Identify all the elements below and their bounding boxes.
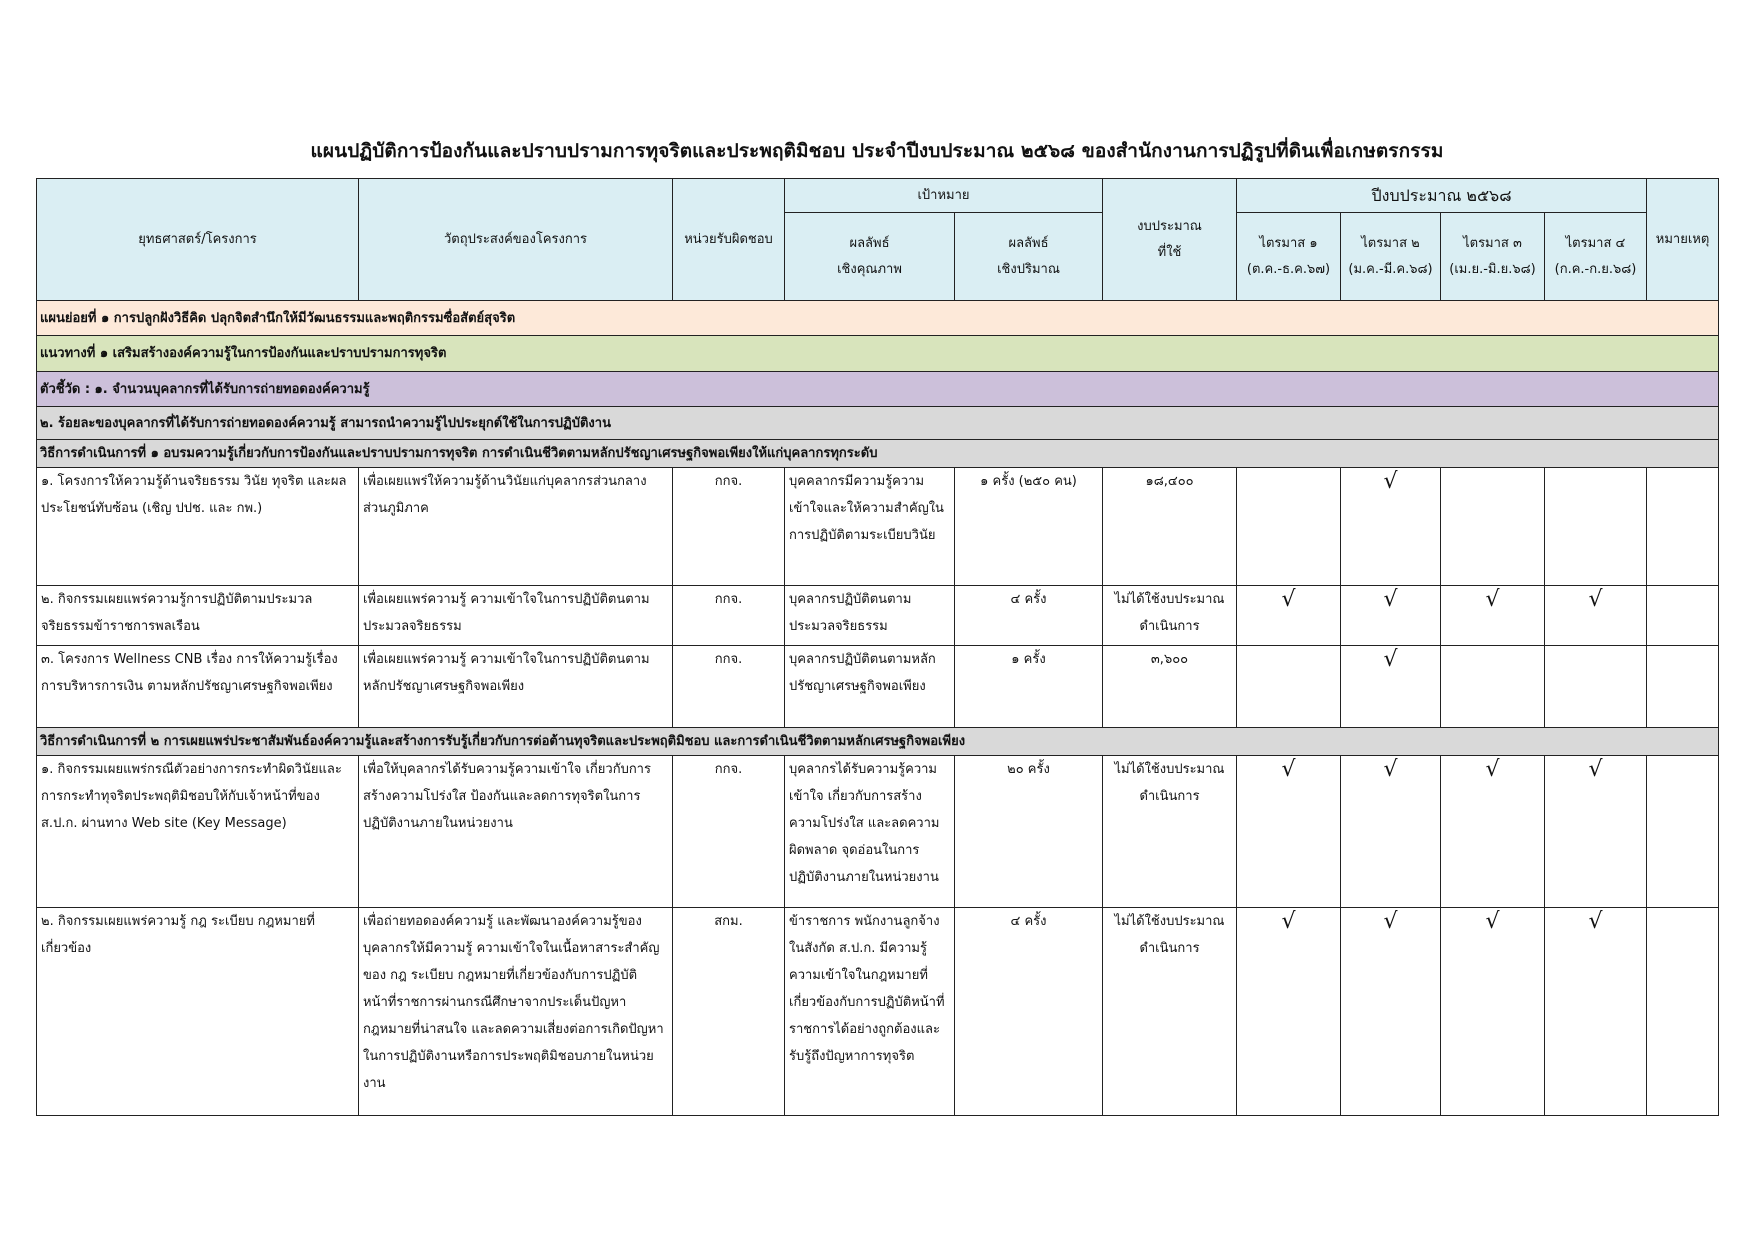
header-budget-line1: งบประมาณ — [1137, 218, 1202, 234]
cell-quantity: ๑ ครั้ง — [955, 646, 1103, 728]
cell-budget: ๓,๖๐๐ — [1103, 646, 1237, 728]
cell-objective: เพื่อถ่ายทอดองค์ความรู้ และพัฒนาองค์ความรู้ของบุคลากรให้มีความรู้ ความเข้าใจในเนื้อหาสาระสำคัญของ กฎ ระเบียบ กฎหมายที่เกี่ยวข้องกับการปฏิบัติหน้าที่ราชการผ่านกรณีศึกษาจากประเด็นปัญหา กฎหมายที่น่าสนใจ และลดความเสี่ยงต่อการเกิดปัญหาในการปฏิบัติงานหรือการประพฤติมิชอบภายในหน่วยงาน — [359, 908, 673, 1116]
header-q2 — [1341, 213, 1441, 301]
cell-q2: √ — [1341, 468, 1441, 586]
header-q4-line1: ไตรมาส ๔ — [1565, 235, 1626, 251]
cell-q2: √ — [1341, 756, 1441, 908]
cell-objective: เพื่อเผยแพร่ให้ความรู้ด้านวินัยแก่บุคลากรส่วนกลางส่วนภูมิภาค — [359, 468, 673, 586]
cell-unit: กกจ. — [673, 586, 785, 646]
cell-q2: √ — [1341, 646, 1441, 728]
cell-quantity: ๔ ครั้ง — [955, 908, 1103, 1116]
header-unit: หน่วยรับผิดชอบ — [673, 179, 785, 301]
cell-q3 — [1441, 646, 1545, 728]
section-guideline-1: แนวทางที่ ๑ เสริมสร้างองค์ความรู้ในการป้องกันและปราบปรามการทุจริต — [37, 336, 1719, 372]
cell-q3: √ — [1441, 586, 1545, 646]
cell-project: ๓. โครงการ Wellness CNB เรื่อง การให้ความรู้เรื่องการบริหารการเงิน ตามหลักปรัชญาเศรษฐกิจพอเพียง — [37, 646, 359, 728]
table-row — [37, 756, 1719, 908]
cell-remark — [1647, 586, 1719, 646]
cell-budget: ไม่ได้ใช้งบประมาณดำเนินการ — [1103, 586, 1237, 646]
cell-objective: เพื่อให้บุคลากรได้รับความรู้ความเข้าใจ เกี่ยวกับการสร้างความโปร่งใส ป้องกันและลดการทุจริตในการปฏิบัติงานภายในหน่วยงาน — [359, 756, 673, 908]
header-target: เป้าหมาย — [785, 179, 1103, 213]
cell-remark — [1647, 908, 1719, 1116]
header-output-quality-line1: ผลลัพธ์ — [849, 235, 890, 251]
cell-q4: √ — [1545, 586, 1647, 646]
cell-remark — [1647, 468, 1719, 586]
cell-objective: เพื่อเผยแพร่ความรู้ ความเข้าใจในการปฏิบัติตนตามหลักปรัชญาเศรษฐกิจพอเพียง — [359, 646, 673, 728]
cell-q4: √ — [1545, 756, 1647, 908]
cell-remark — [1647, 756, 1719, 908]
cell-q1: √ — [1237, 908, 1341, 1116]
cell-quality: บุคคลากรมีความรู้ความเข้าใจและให้ความสำคัญในการปฏิบัติตามระเบียบวินัย — [785, 468, 955, 586]
header-strategy: ยุทธศาสตร์/โครงการ — [37, 179, 359, 301]
header-q4-line2: (ก.ค.-ก.ย.๖๘) — [1554, 261, 1637, 277]
table-row — [37, 646, 1719, 728]
header-budget-line2: ที่ใช้ — [1157, 244, 1182, 260]
header-q3-line2: (เม.ย.-มิ.ย.๖๘) — [1449, 261, 1536, 277]
cell-budget: ๑๘,๔๐๐ — [1103, 468, 1237, 586]
cell-project: ๑. โครงการให้ความรู้ด้านจริยธรรม วินัย ทุจริต และผลประโยชน์ทับซ้อน (เชิญ ปปช. และ กพ.) — [37, 468, 359, 586]
header-q3-line1: ไตรมาส ๓ — [1463, 235, 1522, 251]
section-indicator-1: ตัวชี้วัด : ๑. จำนวนบุคลากรที่ได้รับการถ่ายทอดองค์ความรู้ — [37, 372, 1719, 407]
cell-q3: √ — [1441, 756, 1545, 908]
header-output-quantity — [955, 213, 1103, 301]
cell-unit: สกม. — [673, 908, 785, 1116]
cell-q1 — [1237, 468, 1341, 586]
header-q2-line2: (ม.ค.-มี.ค.๖๘) — [1348, 261, 1433, 277]
cell-project: ๒. กิจกรรมเผยแพร่ความรู้การปฏิบัติตามประมวลจริยธรรมข้าราชการพลเรือน — [37, 586, 359, 646]
header-fiscal-year: ปีงบประมาณ ๒๕๖๘ — [1237, 179, 1647, 213]
cell-q2: √ — [1341, 586, 1441, 646]
cell-budget: ไม่ได้ใช้งบประมาณดำเนินการ — [1103, 908, 1237, 1116]
header-output-quantity-line2: เชิงปริมาณ — [997, 261, 1060, 277]
cell-quality: บุคลากรปฏิบัติตนตามหลักปรัชญาเศรษฐกิจพอเพียง — [785, 646, 955, 728]
section-indicator-2: ๒. ร้อยละของบุคลากรที่ได้รับการถ่ายทอดองค์ความรู้ สามารถนำความรู้ไปประยุกต์ใช้ในการปฏิบัติงาน — [37, 407, 1719, 440]
header-remark: หมายเหตุ — [1647, 179, 1719, 301]
table-row — [37, 586, 1719, 646]
header-output-quantity-line1: ผลลัพธ์ — [1008, 235, 1049, 251]
cell-quality: บุคลากรปฏิบัติตนตามประมวลจริยธรรม — [785, 586, 955, 646]
cell-objective: เพื่อเผยแพร่ความรู้ ความเข้าใจในการปฏิบัติตนตามประมวลจริยธรรม — [359, 586, 673, 646]
action-plan-table — [36, 178, 1719, 1116]
cell-q1: √ — [1237, 756, 1341, 908]
cell-q2: √ — [1341, 908, 1441, 1116]
cell-unit: กกจ. — [673, 646, 785, 728]
cell-q4: √ — [1545, 908, 1647, 1116]
header-q2-line1: ไตรมาส ๒ — [1361, 235, 1420, 251]
header-output-quality — [785, 213, 955, 301]
header-q1-line1: ไตรมาส ๑ — [1259, 235, 1318, 251]
cell-q1 — [1237, 646, 1341, 728]
header-budget — [1103, 179, 1237, 301]
cell-quality: ข้าราชการ พนักงานลูกจ้างในสังกัด ส.ป.ก. มีความรู้ ความเข้าใจในกฎหมายที่เกี่ยวข้องกับการปฏิบัติหน้าที่ราชการได้อย่างถูกต้องและรับรู้ถึงปัญหาการทุจริต — [785, 908, 955, 1116]
header-q3 — [1441, 213, 1545, 301]
page-title: แผนปฏิบัติการป้องกันและปราบปรามการทุจริตและประพฤติมิชอบ ประจำปีงบประมาณ ๒๕๖๘ ของสำนักงานการปฏิรูปที่ดินเพื่อเกษตรกรรม — [310, 140, 1444, 162]
cell-quantity: ๑ ครั้ง (๒๕๐ คน) — [955, 468, 1103, 586]
table-row — [37, 908, 1719, 1116]
header-objective: วัตถุประสงค์ของโครงการ — [359, 179, 673, 301]
cell-quantity: ๔ ครั้ง — [955, 586, 1103, 646]
header-q4 — [1545, 213, 1647, 301]
cell-q3 — [1441, 468, 1545, 586]
cell-unit: กกจ. — [673, 468, 785, 586]
header-q1 — [1237, 213, 1341, 301]
section-plan-1: แผนย่อยที่ ๑ การปลูกฝังวิธีคิด ปลุกจิตสำนึกให้มีวัฒนธรรมและพฤติกรรมซื่อสัตย์สุจริต — [37, 301, 1719, 336]
section-method-2: วิธีการดำเนินการที่ ๒ การเผยแพร่ประชาสัมพันธ์องค์ความรู้และสร้างการรับรู้เกี่ยวกับการต่อต้านทุจริตและประพฤติมิชอบ และการดำเนินชีวิตตามหลักเศรษฐกิจพอเพียง — [37, 728, 1719, 756]
cell-quality: บุคลากรได้รับความรู้ความเข้าใจ เกี่ยวกับการสร้างความโปร่งใส และลดความผิดพลาด จุดอ่อนในการปฏิบัติงานภายในหน่วยงาน — [785, 756, 955, 908]
cell-quantity: ๒๐ ครั้ง — [955, 756, 1103, 908]
cell-q4 — [1545, 646, 1647, 728]
header-output-quality-line2: เชิงคุณภาพ — [837, 261, 902, 277]
cell-budget: ไม่ได้ใช้งบประมาณดำเนินการ — [1103, 756, 1237, 908]
cell-project: ๒. กิจกรรมเผยแพร่ความรู้ กฎ ระเบียบ กฎหมายที่เกี่ยวข้อง — [37, 908, 359, 1116]
cell-unit: กกจ. — [673, 756, 785, 908]
header-q1-line2: (ต.ค.-ธ.ค.๖๗) — [1246, 261, 1331, 277]
cell-q4 — [1545, 468, 1647, 586]
section-method-1: วิธีการดำเนินการที่ ๑ อบรมความรู้เกี่ยวกับการป้องกันและปราบปรามการทุจริต การดำเนินชีวิตตามหลักปรัชญาเศรษฐกิจพอเพียงให้แก่บุคลากรทุกระดับ — [37, 440, 1719, 468]
cell-q1: √ — [1237, 586, 1341, 646]
cell-project: ๑. กิจกรรมเผยแพร่กรณีตัวอย่างการกระทำผิดวินัยและการกระทำทุจริตประพฤติมิชอบให้กับเจ้าหน้าที่ของ ส.ป.ก. ผ่านทาง Web site (Key Message) — [37, 756, 359, 908]
cell-q3: √ — [1441, 908, 1545, 1116]
table-row — [37, 468, 1719, 586]
cell-remark — [1647, 646, 1719, 728]
